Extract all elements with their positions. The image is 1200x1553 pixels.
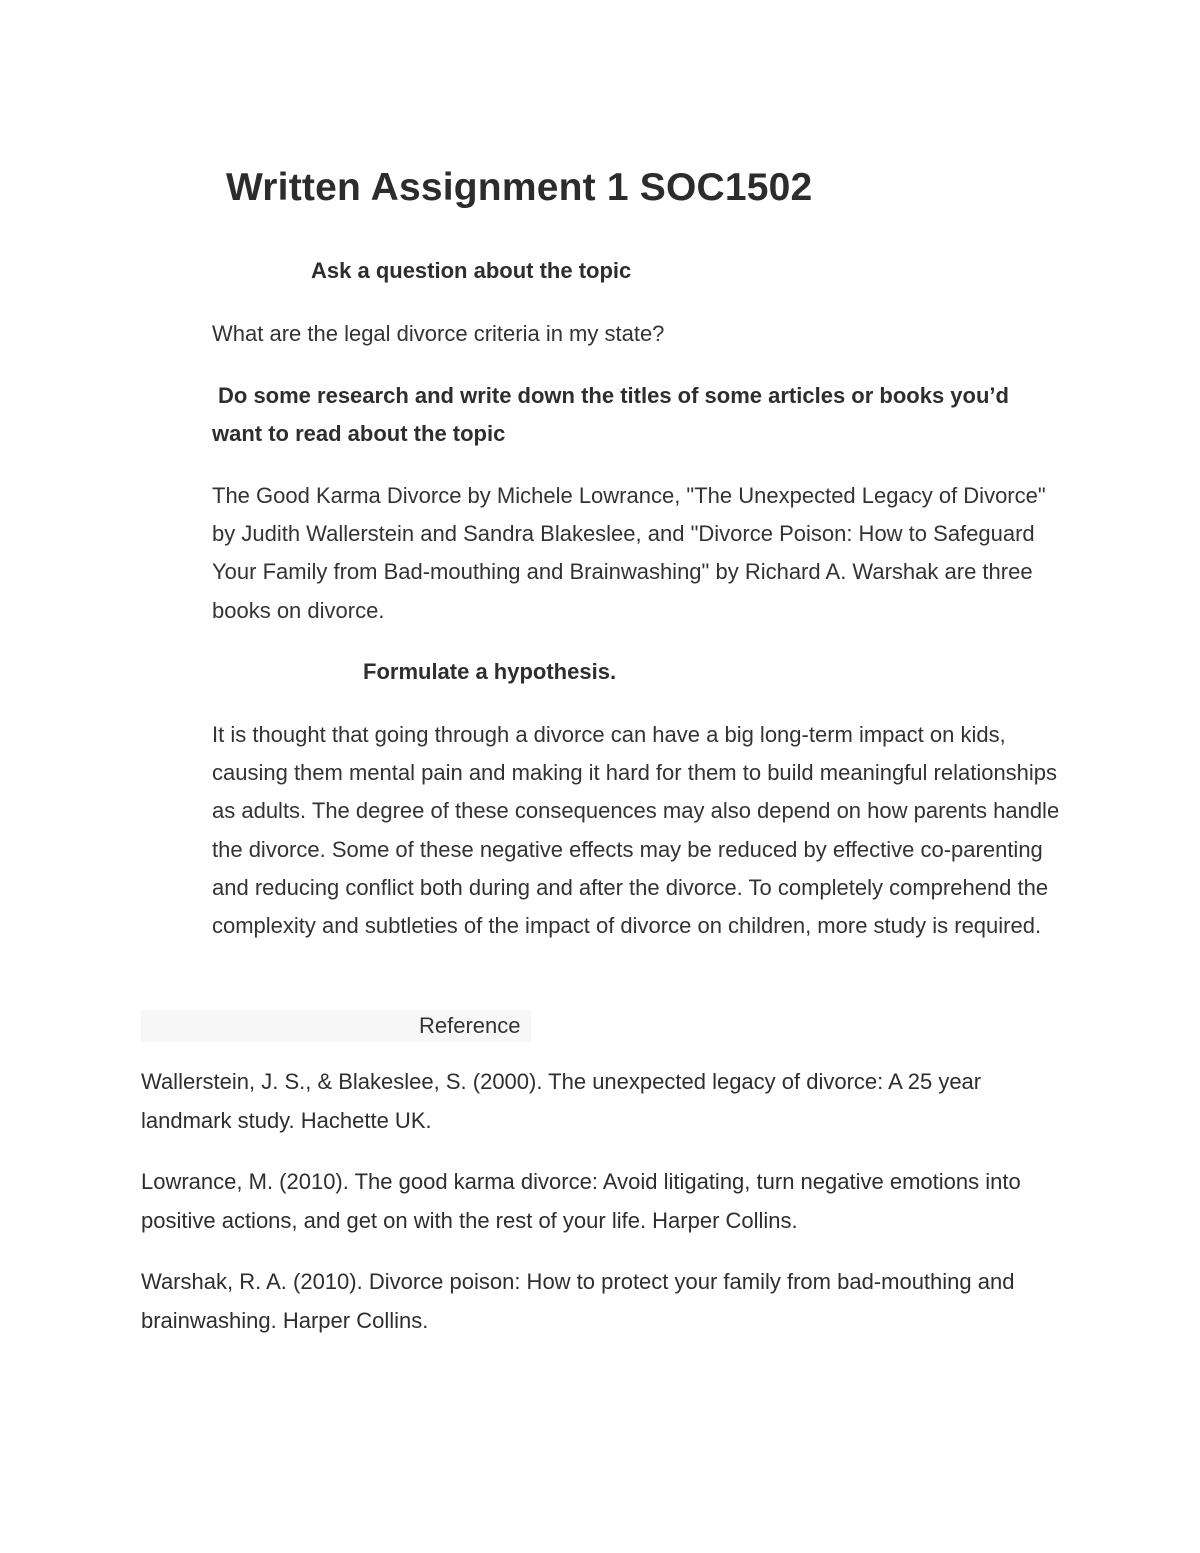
research-heading: Do some research and write down the titles of some articles or books you’d want to read about the topic [212,383,1009,446]
reference-entry: Wallerstein, J. S., & Blakeslee, S. (2000). The unexpected legacy of divorce: A 25 year landmark study. Hachette UK. [141,1069,982,1133]
reference-heading: Reference [419,1013,521,1038]
question-answer: What are the legal divorce criteria in my state? [212,321,665,346]
hypothesis-answer: It is thought that going through a divorce can have a big long-term impact on kids, causing them mental pain and making it hard for them to build meaningful relationships as adults. The degree of these consequences may also depend on how parents handle the divorce. Some of these negative effects may be reduced by effective co-parenting and reducing conflict both during and after the divorce. To completely comprehend the complexity and subtleties of the impact of divorce on children, more study is required. [212,722,1060,939]
document-title: Written Assignment 1 SOC1502 [226,166,813,209]
hypothesis-heading: Formulate a hypothesis. [363,659,617,684]
reference-entry: Lowrance, M. (2010). The good karma divorce: Avoid litigating, turn negative emotions into positive actions, and get on with the rest of your life. Harper Collins. [141,1169,1021,1233]
question-heading: Ask a question about the topic [311,258,632,283]
research-answer: The Good Karma Divorce by Michele Lowrance, "The Unexpected Legacy of Divorce" by Judith Wallerstein and Sandra Blakeslee, and "Divorce Poison: How to Safeguard Your Family from Bad-mouthing and Brainwashing" by Richard A. Warshak are three books on divorce. [212,483,1046,623]
reference-entry: Warshak, R. A. (2010). Divorce poison: How to protect your family from bad-mouthing and brainwashing. Harper Collins. [141,1269,1015,1333]
